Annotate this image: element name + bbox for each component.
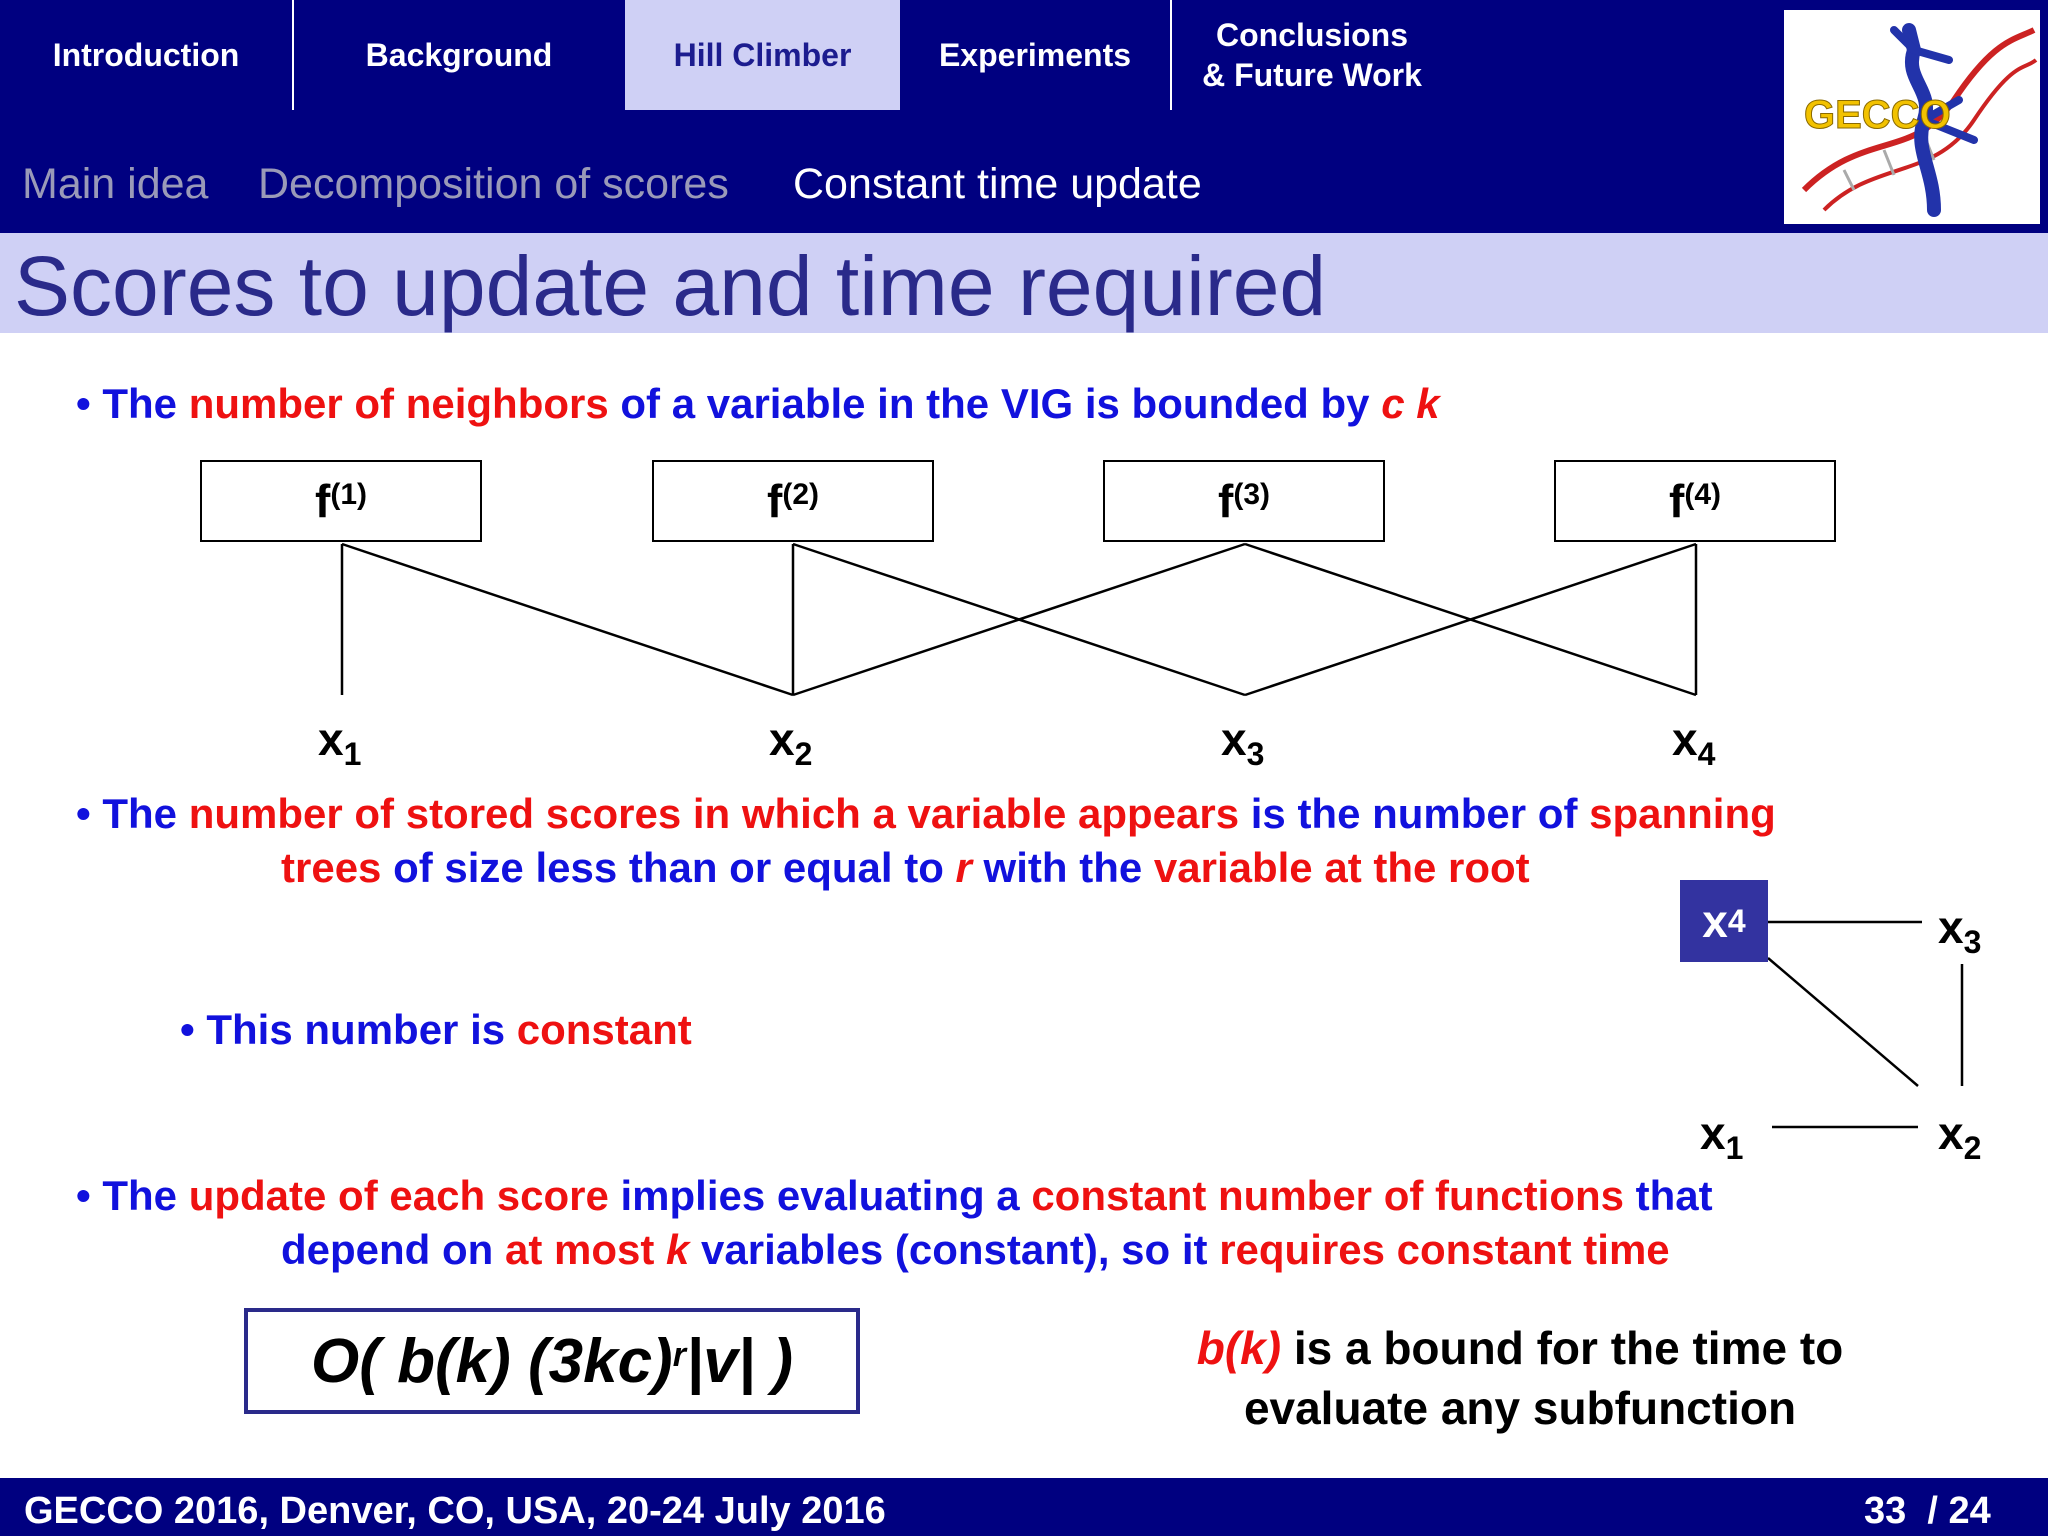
variable-label [1221,712,1264,773]
var-name: x [1702,895,1728,947]
bullet-constant [180,1006,692,1054]
tab-conclusions-label-1: Conclusions [1215,17,1408,53]
text: with the [971,844,1154,891]
tab-introduction[interactable] [0,0,292,110]
tab-background-label: Background [365,37,553,73]
factor-index: (4) [1684,478,1721,511]
text: depend on [281,1226,505,1273]
bullet-dot: • [76,1172,103,1219]
variable-label [1672,712,1715,773]
var-name: x [1672,713,1698,765]
footer-page-number [1864,1490,1991,1533]
subnav-decomposition[interactable]: Decomposition of scores [258,160,729,208]
text: constant [516,1006,692,1053]
text: variables (constant), so it [689,1226,1220,1273]
bullet-dot: • [76,380,103,427]
page-current: 33 [1864,1490,1907,1532]
factor-name: f [1669,475,1685,527]
var-index: 2 [1963,1130,1982,1167]
bullet-update-line2 [281,1226,1670,1274]
text: implies evaluating a [608,1172,1032,1219]
bullet-stored-scores [76,790,1776,838]
text: spanning [1589,790,1776,837]
text: that [1623,1172,1713,1219]
text: constant number of functions [1031,1172,1624,1219]
subnav-main-idea[interactable]: Main idea [22,160,209,208]
tab-hill-climber[interactable] [625,0,900,110]
var-index: 1 [343,736,362,773]
factor-box [1554,460,1836,542]
bk-note-line1 [1100,1318,1940,1378]
text: The [102,790,189,837]
text: The [102,1172,189,1219]
text: requires constant time [1219,1226,1670,1273]
gecco-logo-art [1784,10,2040,224]
var-index: 2 [794,736,813,773]
factor-box [652,460,934,542]
bk-note-line2: evaluate any subfunction [1243,1382,1797,1434]
var-name: x [769,713,795,765]
factor-index: (3) [1233,478,1270,511]
variable-label [769,712,812,773]
text: of a variable in the VIG is bounded by [608,380,1382,427]
tree-node-x1 [1700,1106,1743,1167]
text: is a bound for the time to [1281,1322,1844,1374]
tab-introduction-label: Introduction [52,37,240,73]
variable-label [318,712,361,773]
var-index: 3 [1963,924,1982,961]
var-index: 4 [1697,736,1716,773]
text: update of each score [188,1172,609,1219]
var-name: x [1938,1107,1964,1159]
text: b(k) [1196,1322,1282,1374]
bullet-neighbors [76,380,1440,428]
tree-node-x2 [1938,1106,1981,1167]
text: c k [1381,380,1440,427]
factor-name: f [315,475,331,527]
factor-index: (2) [782,478,819,511]
logo-text: GECCO [1804,93,1951,137]
factor-name: f [1218,475,1234,527]
text: r [955,844,972,891]
text: of size less than or equal to [381,844,956,891]
page-total: / 24 [1927,1490,1991,1532]
text: This number is [206,1006,517,1053]
tab-experiments-label: Experiments [938,37,1132,73]
gecco-logo [1784,10,2040,224]
formula-tail: |v| ) [685,1326,793,1396]
footer-conference: GECCO 2016, Denver, CO, USA, 20-24 July 2016 [24,1490,886,1532]
bk-note [1100,1318,1940,1438]
var-name: x [318,713,344,765]
formula-exponent: r [672,1335,686,1374]
bullet-stored-scores-line2 [281,844,1530,892]
text: at most [505,1226,667,1273]
var-index: 3 [1246,736,1265,773]
tree-root-node [1680,880,1768,962]
tab-conclusions-label-2: & Future Work [1202,57,1422,93]
tab-experiments[interactable] [900,0,1170,110]
subnav-constant-time[interactable]: Constant time update [793,160,1202,208]
text: variable at the root [1153,844,1530,891]
text: is the number of [1239,790,1590,837]
text: The [102,380,189,427]
tab-hill-climber-label: Hill Climber [673,37,852,73]
formula-main: O( b(k) (3kc) [311,1326,673,1396]
tab-conclusions[interactable] [1172,0,1452,110]
tab-background[interactable] [294,0,624,110]
var-name: x [1700,1107,1726,1159]
text: trees [281,844,382,891]
factor-index: (1) [330,478,367,511]
slide-title: Scores to update and time required [14,239,1327,333]
var-index: 4 [1727,902,1746,939]
text: number of neighbors [188,380,609,427]
factor-box [1103,460,1385,542]
bullet-update [76,1172,1713,1220]
var-index: 1 [1725,1130,1744,1167]
tree-node-x3 [1938,900,1981,961]
var-name: x [1938,901,1964,953]
bullet-dot: • [76,790,103,837]
factor-name: f [767,475,783,527]
var-name: x [1221,713,1247,765]
complexity-formula [244,1308,860,1414]
bullet-dot: • [180,1006,207,1053]
factor-box [200,460,482,542]
text: number of stored scores in which a variable appears [188,790,1240,837]
text: k [666,1226,690,1273]
